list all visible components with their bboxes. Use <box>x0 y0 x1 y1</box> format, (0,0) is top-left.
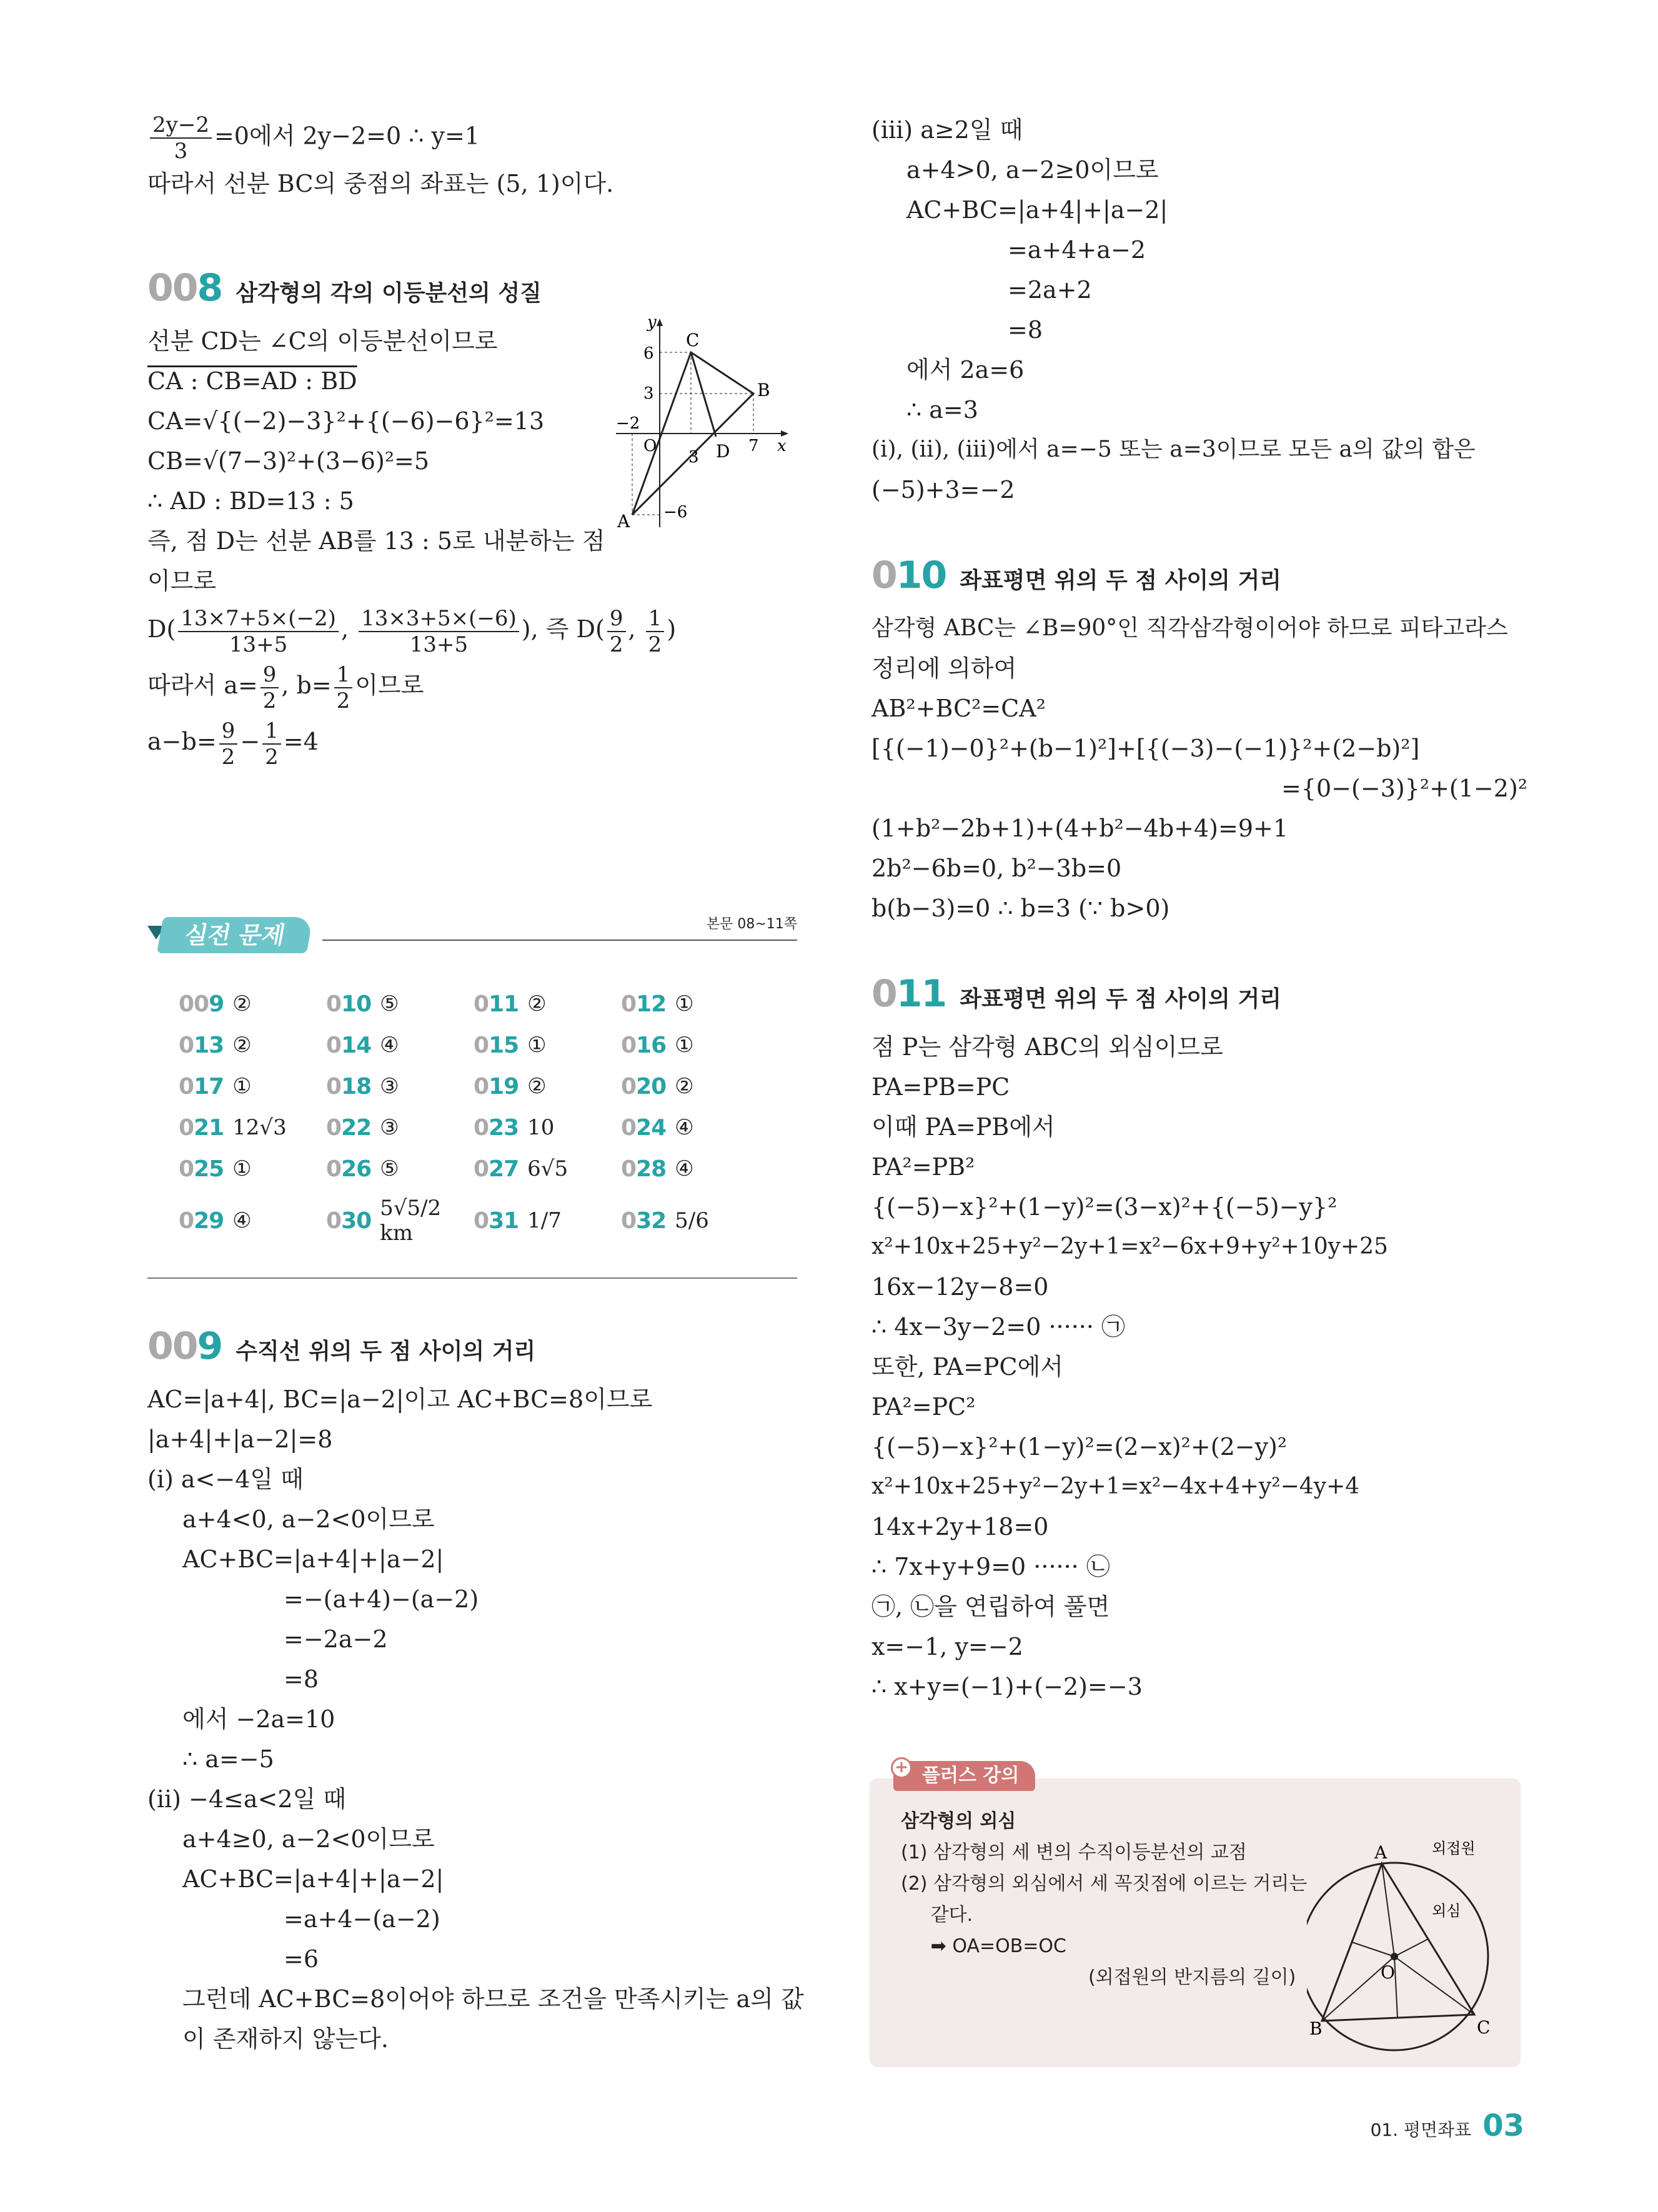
text-line: AC+BC=|a+4|+|a−2| <box>182 1865 444 1893</box>
text-line: PA²=PC² <box>871 1393 976 1421</box>
text-line: =a+4+a−2 <box>1008 236 1146 264</box>
answer-number: 025 <box>179 1156 224 1182</box>
text-line: 정리에 의하여 <box>871 655 1017 682</box>
text-line: 이 존재하지 않는다. <box>182 2025 389 2053</box>
answer-value: ① <box>675 991 694 1016</box>
answer-item <box>326 1033 474 1058</box>
center-point <box>1391 1953 1398 1960</box>
practice-header <box>147 917 797 957</box>
answer-item <box>326 1196 474 1246</box>
text-line: PA²=PB² <box>871 1153 975 1181</box>
answer-value: ④ <box>675 1156 694 1181</box>
answer-number: 026 <box>326 1156 372 1182</box>
problem-number: 010 <box>871 553 946 597</box>
section-title: 삼각형의 각의 이등분선의 성질 <box>236 280 542 306</box>
text-line: |a+4|+|a−2|=8 <box>147 1426 333 1453</box>
answer-number: 030 <box>326 1208 372 1234</box>
section-011-header <box>871 972 1527 1016</box>
answer-value: ① <box>675 1033 694 1058</box>
text-line: 에서 2a=6 <box>906 356 1025 384</box>
coordinate-figure <box>610 315 797 552</box>
text-line: ∴ 7x+y+9=0 ······ ㉡ <box>871 1553 1110 1580</box>
answer-number: 022 <box>326 1114 372 1141</box>
text-line: (ⅲ) a≥2일 때 <box>871 116 1023 144</box>
text-line: [{(−1)−0}²+(b−1)²]+[{(−3)−(−1)}²+(2−b)²] <box>871 735 1420 762</box>
fraction: $\frac{9}{2}$ <box>607 606 626 657</box>
left-column <box>147 94 797 770</box>
final-line: a−b= $\frac{9}{2}$ − $\frac{1}{2}$ =4 <box>147 718 319 770</box>
text-line: 그런데 AC+BC=8이어야 하므로 조건을 만족시키는 a의 값 <box>182 1985 804 2013</box>
label-C: C <box>686 330 700 350</box>
text-line: 에서 −2a=10 <box>182 1705 335 1733</box>
answer-number: 009 <box>179 991 224 1017</box>
answer-item <box>474 1074 621 1099</box>
answer-value: ① <box>527 1033 547 1058</box>
answer-number: 024 <box>621 1114 667 1141</box>
perp-bisector <box>1394 1939 1428 1957</box>
section-009 <box>147 1324 804 2059</box>
page-footer <box>1371 2108 1524 2143</box>
problem-number: 011 <box>871 972 946 1016</box>
bisector-cd <box>691 352 716 437</box>
text-line: =−(a+4)−(a−2) <box>284 1585 479 1613</box>
plus-item: (1) 삼각형의 세 변의 수직이등분선의 교점 <box>901 1842 1247 1863</box>
answer-number: 032 <box>621 1208 667 1234</box>
answer-value: ② <box>527 1074 547 1099</box>
answer-item <box>474 991 621 1017</box>
answer-item <box>621 1033 768 1058</box>
answer-number: 010 <box>326 991 372 1017</box>
text-line: a+4≥0, a−2<0이므로 <box>182 1825 435 1853</box>
answer-number: 012 <box>621 991 667 1017</box>
ab-values-line: 따라서 a= $\frac{9}{2}$ , b= $\frac{1}{2}$ 이므로 <box>147 662 424 713</box>
answer-value: ⑤ <box>380 991 399 1016</box>
section-009-header <box>147 1324 797 1368</box>
text-line: CB=√(7−3)²+(3−6)²=5 <box>147 447 430 475</box>
answer-item <box>621 1156 768 1182</box>
text-line: CA : CB=AD : BD <box>147 367 357 395</box>
label-circumcircle: 외접원 <box>1432 1840 1476 1857</box>
answer-number: 027 <box>474 1156 519 1182</box>
text-line: (ⅰ), (ⅱ), (ⅲ)에서 a=−5 또는 a=3이므로 모든 a의 값의 합은 <box>871 437 1476 462</box>
text-line: 선분 CD는 ∠C의 이등분선이므로 <box>147 327 498 355</box>
answer-item <box>179 1115 326 1141</box>
problem-number: 008 <box>147 266 222 310</box>
answer-value: ④ <box>380 1033 399 1058</box>
point-d-line: D( $\frac{13\times 7+5\times(-2)}{13+5}$ , $\frac{13\times 3+5\times(-6)}{13+5}$ ), 즉 D( $\frac{9}{2}$ , $\frac{1}{2}$ ) <box>147 605 677 657</box>
answer-value: ③ <box>380 1115 399 1140</box>
section-008-header <box>147 266 797 310</box>
answer-item <box>326 1115 474 1141</box>
answer-item <box>474 1156 621 1182</box>
answer-item <box>179 991 326 1017</box>
answer-number: 018 <box>326 1073 372 1099</box>
section-008-body <box>147 315 797 770</box>
plus-lecture-box <box>870 1758 1521 2067</box>
plus-item: (외접원의 반지름의 길이) <box>1088 1966 1296 1988</box>
text-line: (1+b²−2b+1)+(4+b²−4b+4)=9+1 <box>871 815 1289 842</box>
perp-bisector <box>1352 1942 1394 1957</box>
text-line: =8 <box>284 1665 319 1693</box>
fraction: $\frac{1}{2}$ <box>646 606 665 657</box>
radius-oa <box>1382 1863 1394 1957</box>
text-line: AB²+BC²=CA² <box>871 695 1046 722</box>
answer-number: 017 <box>179 1073 224 1099</box>
answer-value: ③ <box>380 1074 399 1099</box>
text-line: PA=PB=PC <box>871 1073 1010 1101</box>
section-title: 좌표평면 위의 두 점 사이의 거리 <box>960 986 1282 1012</box>
answer-value: ① <box>232 1156 252 1181</box>
fraction: $\frac{13\times 3+5\times(-6)}{13+5}$ <box>359 606 519 657</box>
label-3x: 3 <box>688 448 699 467</box>
divider <box>322 940 797 941</box>
text-line: 14x+2y+18=0 <box>871 1513 1049 1540</box>
label-7: 7 <box>748 437 759 455</box>
answer-item <box>621 991 768 1017</box>
midpoint-conclusion: 따라서 선분 BC의 중점의 좌표는 (5, 1)이다. <box>147 170 614 197</box>
text-line: 즉, 점 D는 선분 AB를 13 : 5로 내분하는 점 <box>147 527 605 555</box>
answer-number: 019 <box>474 1073 519 1099</box>
answer-value: ② <box>527 991 547 1016</box>
text-line: AC+BC=|a+4|+|a−2| <box>182 1545 444 1573</box>
answer-number: 016 <box>621 1032 667 1058</box>
y-arrow <box>657 319 663 326</box>
fraction: $\frac{13\times 7+5\times(-2)}{13+5}$ <box>178 606 339 657</box>
label-A: A <box>1374 1842 1387 1863</box>
fraction: $\frac{1}{2}$ <box>262 718 281 770</box>
text-line: x²+10x+25+y²−2y+1=x²−6x+9+y²+10y+25 <box>871 1234 1388 1259</box>
fraction: $\frac{9}{2}$ <box>219 718 238 770</box>
section-title: 좌표평면 위의 두 점 사이의 거리 <box>960 568 1282 593</box>
plus-text <box>901 1806 1307 1993</box>
page-number: 03 <box>1482 2108 1524 2143</box>
plus-tag: 플러스 강의 <box>893 1761 1035 1791</box>
text-line: =6 <box>284 1945 319 1973</box>
plus-item: 같다. <box>901 1904 973 1926</box>
section-title: 수직선 위의 두 점 사이의 거리 <box>236 1339 536 1364</box>
text-line: =8 <box>1008 316 1043 344</box>
text-line: ∴ a=3 <box>906 396 978 424</box>
problem-number: 009 <box>147 1324 222 1368</box>
page-reference: 본문 08~11쪽 <box>706 916 797 932</box>
text-line: ∴ x+y=(−1)+(−2)=−3 <box>871 1673 1143 1700</box>
text-line: CA=√{(−2)−3}²+{(−6)−6}²=13 <box>147 407 545 435</box>
text-line: =a+4−(a−2) <box>284 1905 440 1933</box>
answer-number: 013 <box>179 1032 224 1058</box>
answer-item <box>326 1156 474 1182</box>
section-010-header <box>871 553 1527 597</box>
answer-number: 031 <box>474 1208 519 1234</box>
text-line: =−2a−2 <box>284 1625 388 1653</box>
label-x: x <box>777 437 787 455</box>
answer-item <box>179 1208 326 1234</box>
text-line: ∴ AD : BD=13 : 5 <box>147 487 354 515</box>
text-line: 점 P는 삼각형 ABC의 외심이므로 <box>871 1033 1223 1061</box>
practice-title: 실전 문제 <box>157 917 313 953</box>
answer-row <box>179 1148 797 1189</box>
answer-number: 028 <box>621 1156 667 1182</box>
answer-item <box>179 1156 326 1182</box>
text-line: 삼각형 ABC는 ∠B=90°인 직각삼각형이어야 하므로 피타고라스 <box>871 615 1508 641</box>
label-A: A <box>617 511 630 532</box>
answer-number: 029 <box>179 1208 224 1234</box>
text-line: 또한, PA=PC에서 <box>871 1353 1063 1381</box>
text-line: a+4<0, a−2<0이므로 <box>182 1505 435 1533</box>
midpoint-line: $\frac{2y-2}{3}$ =0에서 2y−2=0 ∴ y=1 <box>147 112 797 164</box>
text-line: 이때 PA=PB에서 <box>871 1113 1055 1141</box>
text-line: AC=|a+4|, BC=|a−2|이고 AC+BC=8이므로 <box>147 1386 653 1413</box>
answer-value: ④ <box>675 1115 694 1140</box>
text-line: (−5)+3=−2 <box>871 476 1015 503</box>
answer-item <box>326 991 474 1017</box>
answer-row <box>179 983 797 1024</box>
divider <box>147 1277 797 1279</box>
label-neg6: −6 <box>663 503 688 522</box>
text-line: 2b²−6b=0, b²−3b=0 <box>871 855 1122 882</box>
label-C: C <box>1477 2017 1491 2038</box>
text-line: {(−5)−x}²+(1−y)²=(3−x)²+{(−5)−y}² <box>871 1193 1338 1221</box>
fraction: $\frac{1}{2}$ <box>334 662 353 713</box>
text-line: x=−1, y=−2 <box>871 1633 1023 1660</box>
plus-icon: + <box>891 1757 912 1778</box>
answer-number: 021 <box>179 1114 224 1141</box>
answer-value: 5/6 <box>675 1208 709 1233</box>
answer-value: 6√5 <box>527 1156 568 1181</box>
answer-item <box>621 1115 768 1141</box>
label-B: B <box>1309 2018 1323 2039</box>
answer-value: ② <box>232 1033 252 1058</box>
answer-grid <box>179 983 797 1252</box>
answer-item <box>474 1033 621 1058</box>
answer-number: 023 <box>474 1114 519 1141</box>
text-line: ∴ a=−5 <box>182 1745 274 1773</box>
answer-number: 011 <box>474 991 519 1017</box>
label-circumcenter: 외심 <box>1432 1902 1461 1920</box>
text-line: ㉠, ㉡을 연립하여 풀면 <box>871 1593 1110 1620</box>
answer-row <box>179 1066 797 1107</box>
text-line: (ⅰ) a<−4일 때 <box>147 1466 304 1493</box>
circumcircle-figure <box>1307 1822 1519 2060</box>
fraction: $\frac{2y-2}{3}$ <box>150 112 212 164</box>
label-3: 3 <box>643 384 654 403</box>
label-6: 6 <box>643 344 654 363</box>
answer-value: ⑤ <box>380 1156 399 1181</box>
fraction: $\frac{9}{2}$ <box>261 662 279 713</box>
text-line: 16x−12y−8=0 <box>871 1273 1049 1301</box>
label-B: B <box>757 380 770 400</box>
answer-item <box>621 1208 768 1234</box>
text-line: =2a+2 <box>1008 276 1092 304</box>
answer-value: ① <box>232 1074 252 1099</box>
text-line: a+4>0, a−2≥0이므로 <box>906 156 1159 184</box>
plus-title: 삼각형의 외심 <box>901 1810 1016 1832</box>
text-line: {(−5)−x}²+(1−y)²=(2−x)²+(2−y)² <box>871 1433 1288 1461</box>
text-line: x²+10x+25+y²−2y+1=x²−4x+4+y²−4y+4 <box>871 1474 1360 1499</box>
answer-value: ② <box>675 1074 694 1099</box>
text-line: (ⅱ) −4≤a<2일 때 <box>147 1785 347 1813</box>
radius-oc <box>1394 1957 1474 2015</box>
plus-item: (2) 삼각형의 외심에서 세 꼭짓점에 이르는 거리는 <box>901 1873 1308 1895</box>
text-line: ∴ 4x−3y−2=0 ······ ㉠ <box>871 1313 1126 1341</box>
answer-item <box>179 1033 326 1058</box>
answer-number: 015 <box>474 1032 519 1058</box>
right-column <box>871 110 1527 1707</box>
answer-number: 020 <box>621 1073 667 1099</box>
answer-value: ④ <box>232 1208 252 1233</box>
answer-value: 12√3 <box>232 1115 287 1140</box>
answer-value: ② <box>232 991 252 1016</box>
label-y: y <box>647 315 657 332</box>
chapter-label: 01. 평면좌표 <box>1370 2120 1472 2140</box>
label-neg2: −2 <box>616 414 640 433</box>
answer-item <box>621 1074 768 1099</box>
label-D: D <box>716 441 730 462</box>
answer-value: 1/7 <box>527 1208 562 1233</box>
label-origin: O <box>643 437 657 455</box>
answer-row <box>179 1107 797 1148</box>
answer-value: 10 <box>527 1115 555 1140</box>
answer-item <box>474 1115 621 1141</box>
text-line: b(b−3)=0 ∴ b=3 (∵ b>0) <box>871 895 1170 922</box>
x-arrow <box>781 430 788 437</box>
text-line: 이므로 <box>147 567 217 595</box>
label-O: O <box>1381 1962 1395 1983</box>
text-line: ={0−(−3)}²+(1−2)² <box>1281 775 1527 802</box>
answer-item <box>474 1208 621 1234</box>
text-line: AC+BC=|a+4|+|a−2| <box>906 196 1168 224</box>
answer-value: 5√5/2 km <box>380 1196 442 1246</box>
answer-item <box>179 1074 326 1099</box>
answer-number: 014 <box>326 1032 372 1058</box>
answer-row <box>179 1189 797 1252</box>
answer-item <box>326 1074 474 1099</box>
plus-item: ➡ OA=OB=OC <box>901 1935 1066 1957</box>
answer-row <box>179 1024 797 1066</box>
